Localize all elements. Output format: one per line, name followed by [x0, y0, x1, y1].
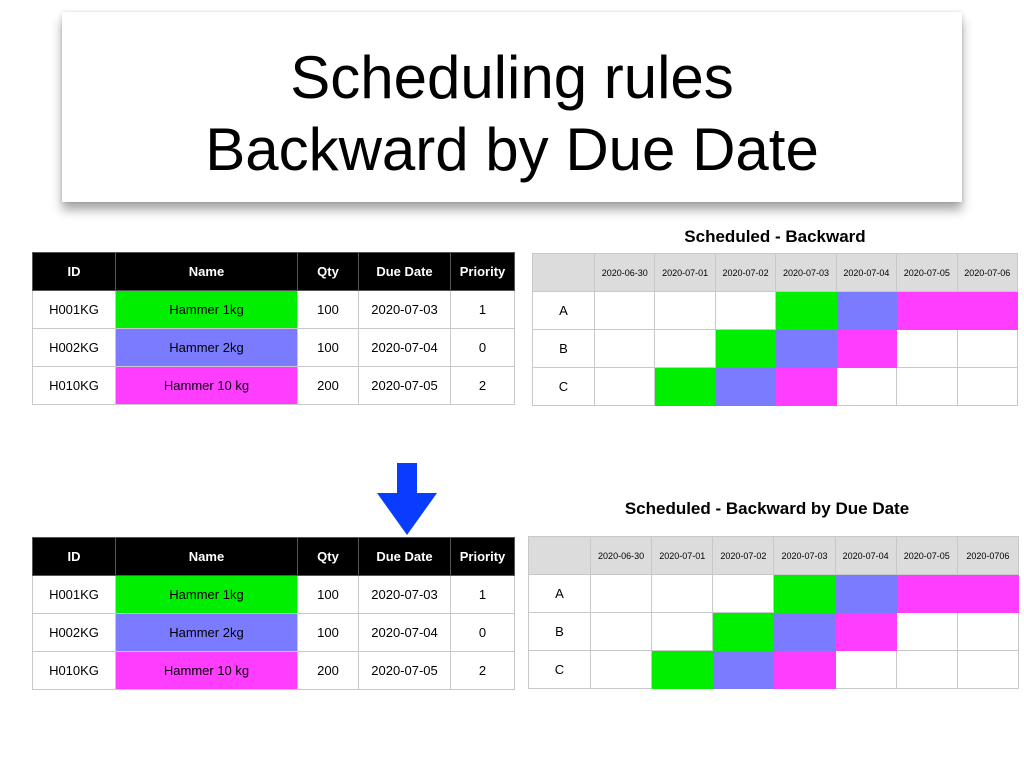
- schedule-cell-empty: [591, 613, 652, 651]
- cell-qty: 200: [298, 367, 359, 405]
- date-header: 2020-07-01: [652, 537, 713, 575]
- date-header: 2020-07-05: [896, 537, 957, 575]
- row-label: C: [533, 368, 595, 406]
- cell-due-date: 2020-07-03: [359, 291, 451, 329]
- cell-id: H002KG: [33, 614, 116, 652]
- cell-priority: 2: [451, 652, 515, 690]
- schedule-cell-empty: [957, 368, 1017, 406]
- schedule-cell-blue: [774, 613, 835, 651]
- cell-name: Hammer 1kg: [116, 291, 298, 329]
- cell-id: H002KG: [33, 329, 116, 367]
- date-header: 2020-07-01: [655, 254, 715, 292]
- schedule-cell-empty: [896, 613, 957, 651]
- schedule-cell-empty: [655, 330, 715, 368]
- date-header: 2020-07-05: [897, 254, 957, 292]
- cell-name: Hammer 2kg: [116, 329, 298, 367]
- cell-priority: 2: [451, 367, 515, 405]
- schedule-cell-empty: [896, 651, 957, 689]
- cell-qty: 100: [298, 291, 359, 329]
- cell-due-date: 2020-07-04: [359, 614, 451, 652]
- schedule-cell-blue: [776, 330, 836, 368]
- schedule-grid-top: [532, 253, 1018, 406]
- schedule-cell-blue: [835, 575, 896, 613]
- title-line-2: Backward by Due Date: [205, 116, 819, 183]
- date-header: 2020-07-06: [957, 254, 1017, 292]
- schedule-cell-magenta: [774, 651, 835, 689]
- col-header-name: Name: [116, 538, 298, 576]
- table-row: [33, 291, 515, 329]
- cell-qty: 100: [298, 576, 359, 614]
- cell-qty: 200: [298, 652, 359, 690]
- cell-due-date: 2020-07-05: [359, 652, 451, 690]
- date-header: 2020-07-03: [776, 254, 836, 292]
- col-header-id: ID: [33, 253, 116, 291]
- schedule-cell-green: [652, 651, 713, 689]
- schedule-row: [529, 651, 1019, 689]
- schedule-cell-magenta: [957, 292, 1017, 330]
- schedule-cell-blue: [715, 368, 775, 406]
- schedule-cell-empty: [591, 651, 652, 689]
- date-header: 2020-07-02: [713, 537, 774, 575]
- row-label: A: [529, 575, 591, 613]
- schedule-cell-empty: [713, 575, 774, 613]
- date-header: 2020-07-03: [774, 537, 835, 575]
- col-header-priority: Priority: [451, 253, 515, 291]
- cell-name: Hammer 2kg: [116, 614, 298, 652]
- schedule-cell-magenta: [836, 330, 896, 368]
- col-header-qty: Qty: [298, 253, 359, 291]
- date-header: 2020-07-04: [836, 254, 896, 292]
- schedule-row: [529, 575, 1019, 613]
- col-header-priority: Priority: [451, 538, 515, 576]
- orders-table-bottom: [32, 537, 515, 690]
- schedule-row: [529, 613, 1019, 651]
- schedule-title-top: Scheduled - Backward: [684, 227, 866, 246]
- arrow-down-icon: [377, 463, 437, 535]
- cell-id: H010KG: [33, 367, 116, 405]
- cell-priority: 0: [451, 329, 515, 367]
- schedule-cell-empty: [652, 575, 713, 613]
- orders-table-top: [32, 252, 515, 405]
- cell-id: H010KG: [33, 652, 116, 690]
- row-label: B: [533, 330, 595, 368]
- date-header: 2020-0706: [957, 537, 1018, 575]
- cell-id: H001KG: [33, 576, 116, 614]
- schedule-cell-green: [774, 575, 835, 613]
- date-header: 2020-07-02: [715, 254, 775, 292]
- schedule-cell-magenta: [957, 575, 1018, 613]
- date-header: 2020-06-30: [595, 254, 655, 292]
- cell-priority: 1: [451, 291, 515, 329]
- schedule-cell-empty: [591, 575, 652, 613]
- date-header-row: [533, 254, 1018, 292]
- header-row: [33, 538, 515, 576]
- schedule-cell-empty: [957, 330, 1017, 368]
- cell-name: Hammer 10 kg: [116, 367, 298, 405]
- cell-due-date: 2020-07-04: [359, 329, 451, 367]
- table-row: [33, 614, 515, 652]
- schedule-cell-empty: [835, 651, 896, 689]
- schedule-row: [533, 368, 1018, 406]
- schedule-row: [533, 330, 1018, 368]
- header-row: [33, 253, 515, 291]
- col-header-qty: Qty: [298, 538, 359, 576]
- table-row: [33, 329, 515, 367]
- schedule-cell-empty: [655, 292, 715, 330]
- schedule-row: [533, 292, 1018, 330]
- cell-due-date: 2020-07-03: [359, 576, 451, 614]
- cell-qty: 100: [298, 614, 359, 652]
- col-header-due-date: Due Date: [359, 538, 451, 576]
- schedule-cell-empty: [652, 613, 713, 651]
- corner-cell: [529, 537, 591, 575]
- schedule-cell-empty: [715, 292, 775, 330]
- col-header-name: Name: [116, 253, 298, 291]
- cell-qty: 100: [298, 329, 359, 367]
- schedule-cell-magenta: [896, 575, 957, 613]
- date-header: 2020-06-30: [591, 537, 652, 575]
- schedule-title-bottom: Scheduled - Backward by Due Date: [624, 499, 910, 518]
- title-card: [62, 12, 962, 202]
- cell-priority: 1: [451, 576, 515, 614]
- row-label: B: [529, 613, 591, 651]
- table-row: [33, 652, 515, 690]
- corner-cell: [533, 254, 595, 292]
- schedule-cell-green: [713, 613, 774, 651]
- schedule-cell-empty: [595, 292, 655, 330]
- schedule-cell-magenta: [835, 613, 896, 651]
- schedule-cell-empty: [957, 613, 1018, 651]
- col-header-due-date: Due Date: [359, 253, 451, 291]
- schedule-cell-empty: [897, 368, 957, 406]
- schedule-cell-empty: [836, 368, 896, 406]
- col-header-id: ID: [33, 538, 116, 576]
- date-header-row: [529, 537, 1019, 575]
- title-line-1: Scheduling rules: [290, 44, 734, 111]
- schedule-cell-magenta: [776, 368, 836, 406]
- schedule-cell-green: [715, 330, 775, 368]
- schedule-cell-blue: [836, 292, 896, 330]
- schedule-cell-empty: [897, 330, 957, 368]
- cell-due-date: 2020-07-05: [359, 367, 451, 405]
- cell-priority: 0: [451, 614, 515, 652]
- date-header: 2020-07-04: [835, 537, 896, 575]
- schedule-cell-empty: [595, 368, 655, 406]
- cell-name: Hammer 10 kg: [116, 652, 298, 690]
- schedule-cell-green: [776, 292, 836, 330]
- row-label: A: [533, 292, 595, 330]
- table-row: [33, 367, 515, 405]
- row-label: C: [529, 651, 591, 689]
- table-row: [33, 576, 515, 614]
- cell-id: H001KG: [33, 291, 116, 329]
- schedule-cell-magenta: [897, 292, 957, 330]
- schedule-cell-blue: [713, 651, 774, 689]
- schedule-cell-green: [655, 368, 715, 406]
- cell-name: Hammer 1kg: [116, 576, 298, 614]
- schedule-grid-bottom: [528, 536, 1019, 689]
- schedule-cell-empty: [957, 651, 1018, 689]
- schedule-cell-empty: [595, 330, 655, 368]
